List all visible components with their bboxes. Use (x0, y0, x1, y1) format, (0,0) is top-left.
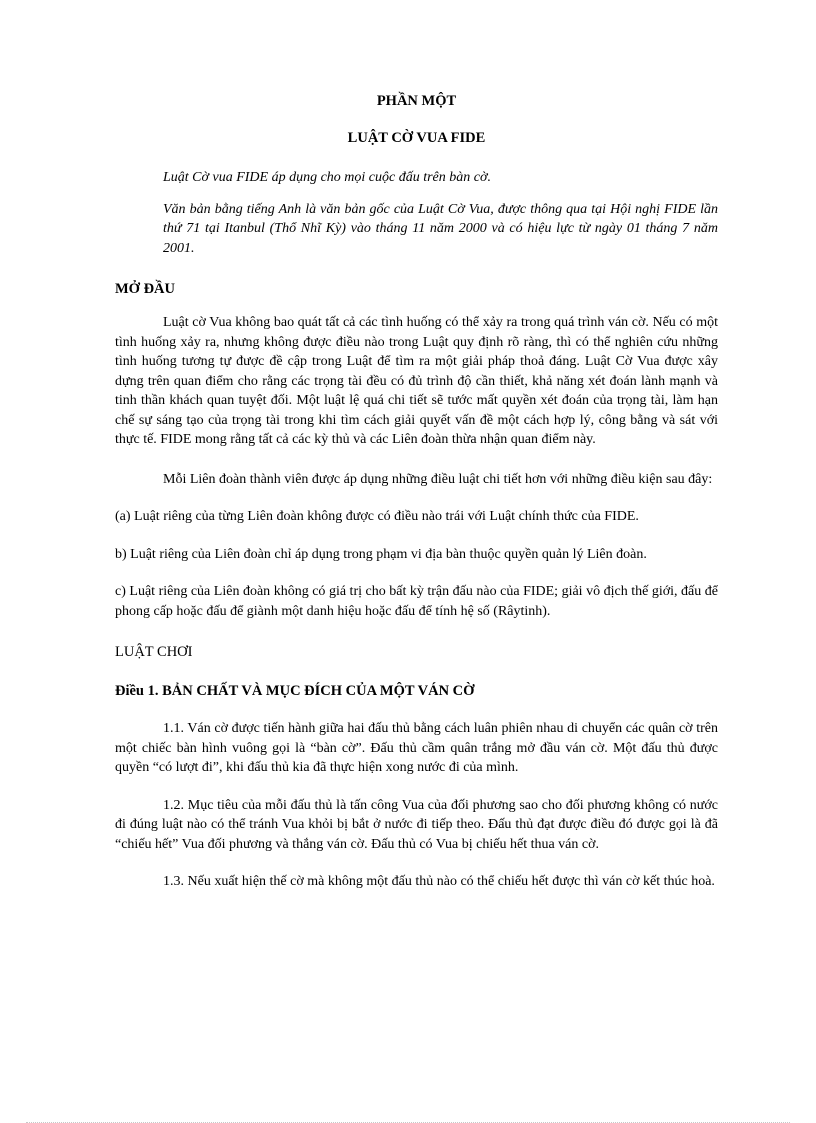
article-1-heading: Điều 1. BẢN CHẤT VÀ MỤC ĐÍCH CỦA MỘT VÁN CỜ (115, 683, 475, 699)
intro-original-text: Văn bản bằng tiếng Anh là văn bản gốc của Luật Cờ Vua, được thông qua tại Hội nghị FIDE lần thứ 71 tại Itanbul (Thổ Nhĩ Kỳ) vào tháng 11 năm 2000 và có hiệu lực từ ngày 01 tháng 7 năm 2001. (163, 201, 718, 256)
document-body (115, 92, 718, 892)
article-1-1: 1.1. Ván cờ được tiến hành giữa hai đấu thủ bằng cách luân phiên nhau di chuyển các quân cờ trên một chiếc bàn hình vuông gọi là “bàn cờ”. Đấu thủ cầm quân trắng mở đầu ván cờ. Một đấu thủ được quyền “có lượt đi”, khi đấu thủ kia đã thực hiện xong nước đi của mình. (115, 721, 718, 775)
condition-item-a: (a) Luật riêng của từng Liên đoàn không được có điều nào trái với Luật chính thức của FIDE. (115, 509, 639, 524)
heading-rules: LUẬT CHƠI (115, 644, 193, 660)
article-1-3: 1.3. Nếu xuất hiện thế cờ mà không một đấu thủ nào có thể chiếu hết được thì ván cờ kết thúc hoà. (163, 874, 715, 889)
preface-paragraph-2: Mỗi Liên đoàn thành viên được áp dụng những điều luật chi tiết hơn với những điều kiện sau đây: (163, 471, 713, 487)
condition-item-c: c) Luật riêng của Liên đoàn không có giá trị cho bất kỳ trận đấu nào của FIDE; giải vô địch thế giới, đấu để phong cấp hoặc đấu để giành một danh hiệu hoặc đấu để tính hệ số (Râytinh). (115, 584, 718, 619)
intro-scope: Luật Cờ vua FIDE áp dụng cho mọi cuộc đấu trên bàn cờ. (163, 170, 491, 185)
part-title: PHẦN MỘT (376, 93, 457, 109)
condition-item-b: b) Luật riêng của Liên đoàn chỉ áp dụng trong phạm vi địa bàn thuộc quyền quản lý Liên đoàn. (115, 546, 647, 562)
heading-preface: MỞ ĐẦU (115, 281, 176, 297)
article-1-2: 1.2. Mục tiêu của mỗi đấu thủ là tấn công Vua của đối phương sao cho đối phương không có nước đi đúng luật nào có thể tránh Vua khỏi bị bắt ở nước đi tiếp theo. Đấu thủ đạt được điều đó được gọi là đã “chiếu hết” Vua đối phương và thắng ván cờ. Đấu thủ có Vua bị chiếu hết thua ván cờ. (115, 797, 718, 852)
document-subtitle: LUẬT CỜ VUA FIDE (347, 130, 486, 146)
preface-paragraph-1: Luật cờ Vua không bao quát tất cả các tình huống có thể xảy ra trong quá trình ván cờ. Nếu có một tình huống xảy ra, nhưng không được điều nào trong Luật quy định rõ ràng, thì có thể nghiên cứu những tình huống tương tự được đề cập trong Luật để tìm ra một giải pháp thoả đáng. Luật Cờ Vua được xây dựng trên quan điểm cho rằng các trọng tài đều có đủ trình độ cần thiết, khả năng xét đoán lành mạnh và tinh thần khách quan tuyệt đối. Một luật lệ quá chi tiết sẽ tước mất quyền xét đoán của trọng tài, làm hạn chế sự sáng tạo của trọng tài trong khi tìm cách giải quyết vấn đề một cách hợp lý, công bằng và sát với thực tế. FIDE mong rằng tất cả các kỳ thủ và các Liên đoàn thừa nhận quan điểm này. (115, 315, 718, 447)
